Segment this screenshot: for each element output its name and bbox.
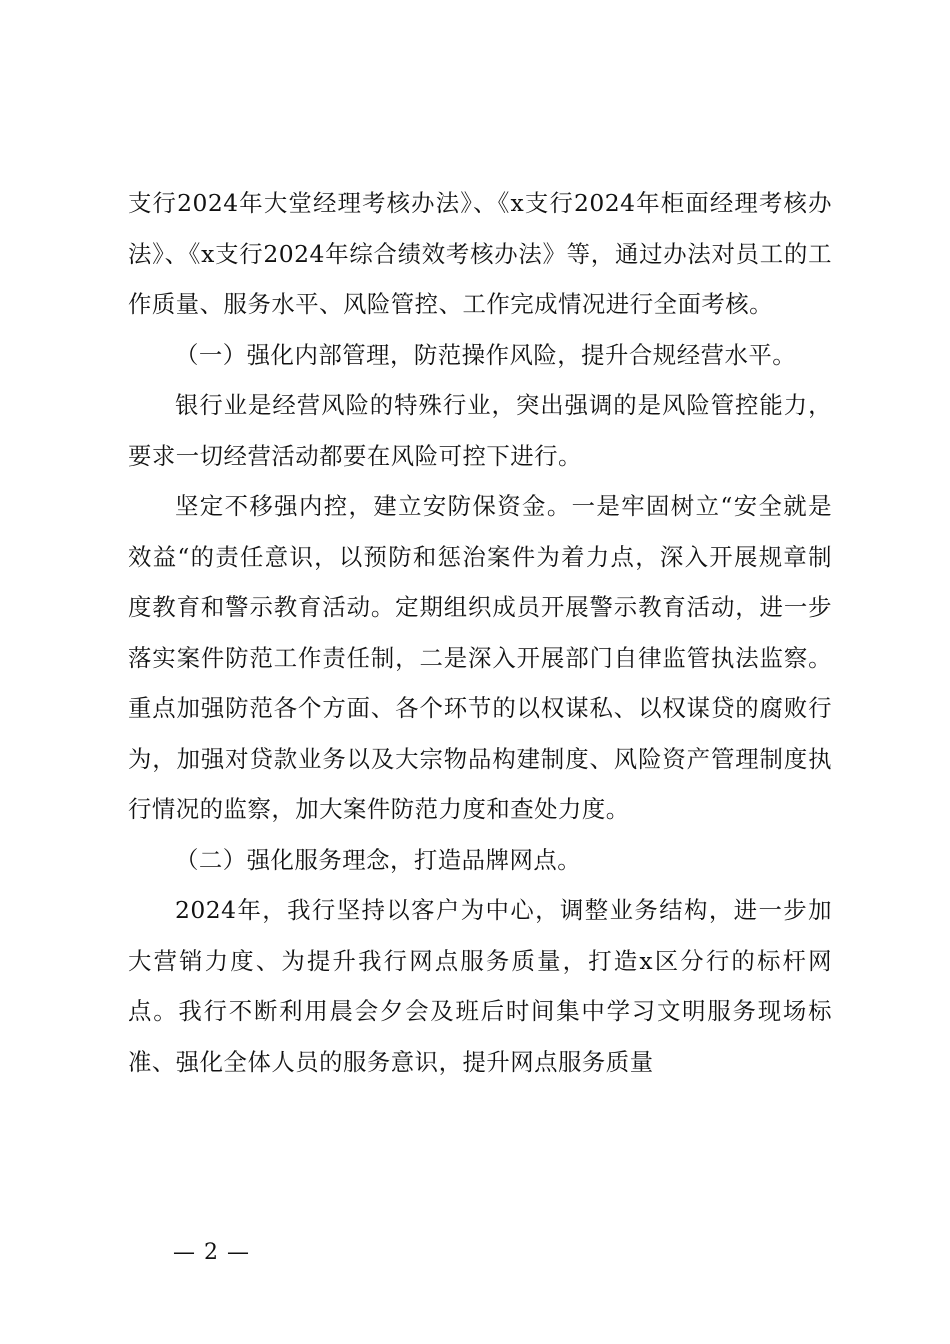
document-body (128, 178, 832, 1087)
paragraph-2: 银行业是经营风险的特殊行业，突出强调的是风险管控能力，要求一切经营活动都要在风险可控下进行。 (128, 391, 832, 470)
section-heading-1: （一）强化内部管理，防范操作风险，提升合规经营水平。 (175, 340, 797, 369)
section-heading-2: （二）强化服务理念，打造品牌网点。 (175, 845, 582, 874)
paragraph-1: 支行2024年大堂经理考核办法》、《x支行2024年柜面经理考核办法》、《x支行2024年综合绩效考核办法》等，通过办法对员工的工作质量、服务水平、风险管控、工作完成情况进行全面考核。 (128, 189, 832, 318)
paragraph-3: 坚定不移强内控，建立安防保资金。一是牢固树立“安全就是效益“的责任意识，以预防和惩治案件为着力点，深入开展规章制度教育和警示教育活动。定期组织成员开展警示教育活动，进一步落实案件防范工作责任制，二是深入开展部门自律监管执法监察。重点加强防范各个方面、各个环节的以权谋私、以权谋贷的腐败行为，加强对贷款业务以及大宗物品构建制度、风险资产管理制度执行情况的监察，加大案件防范力度和查处力度。 (128, 492, 832, 823)
paragraph-4: 2024年，我行坚持以客户为中心，调整业务结构，进一步加大营销力度、为提升我行网点服务质量，打造x区分行的标杆网点。我行不断利用晨会夕会及班后时间集中学习文明服务现场标准、强化全体人员的服务意识，提升网点服务质量 (128, 896, 832, 1076)
page-number: — 2 — (173, 1240, 250, 1265)
